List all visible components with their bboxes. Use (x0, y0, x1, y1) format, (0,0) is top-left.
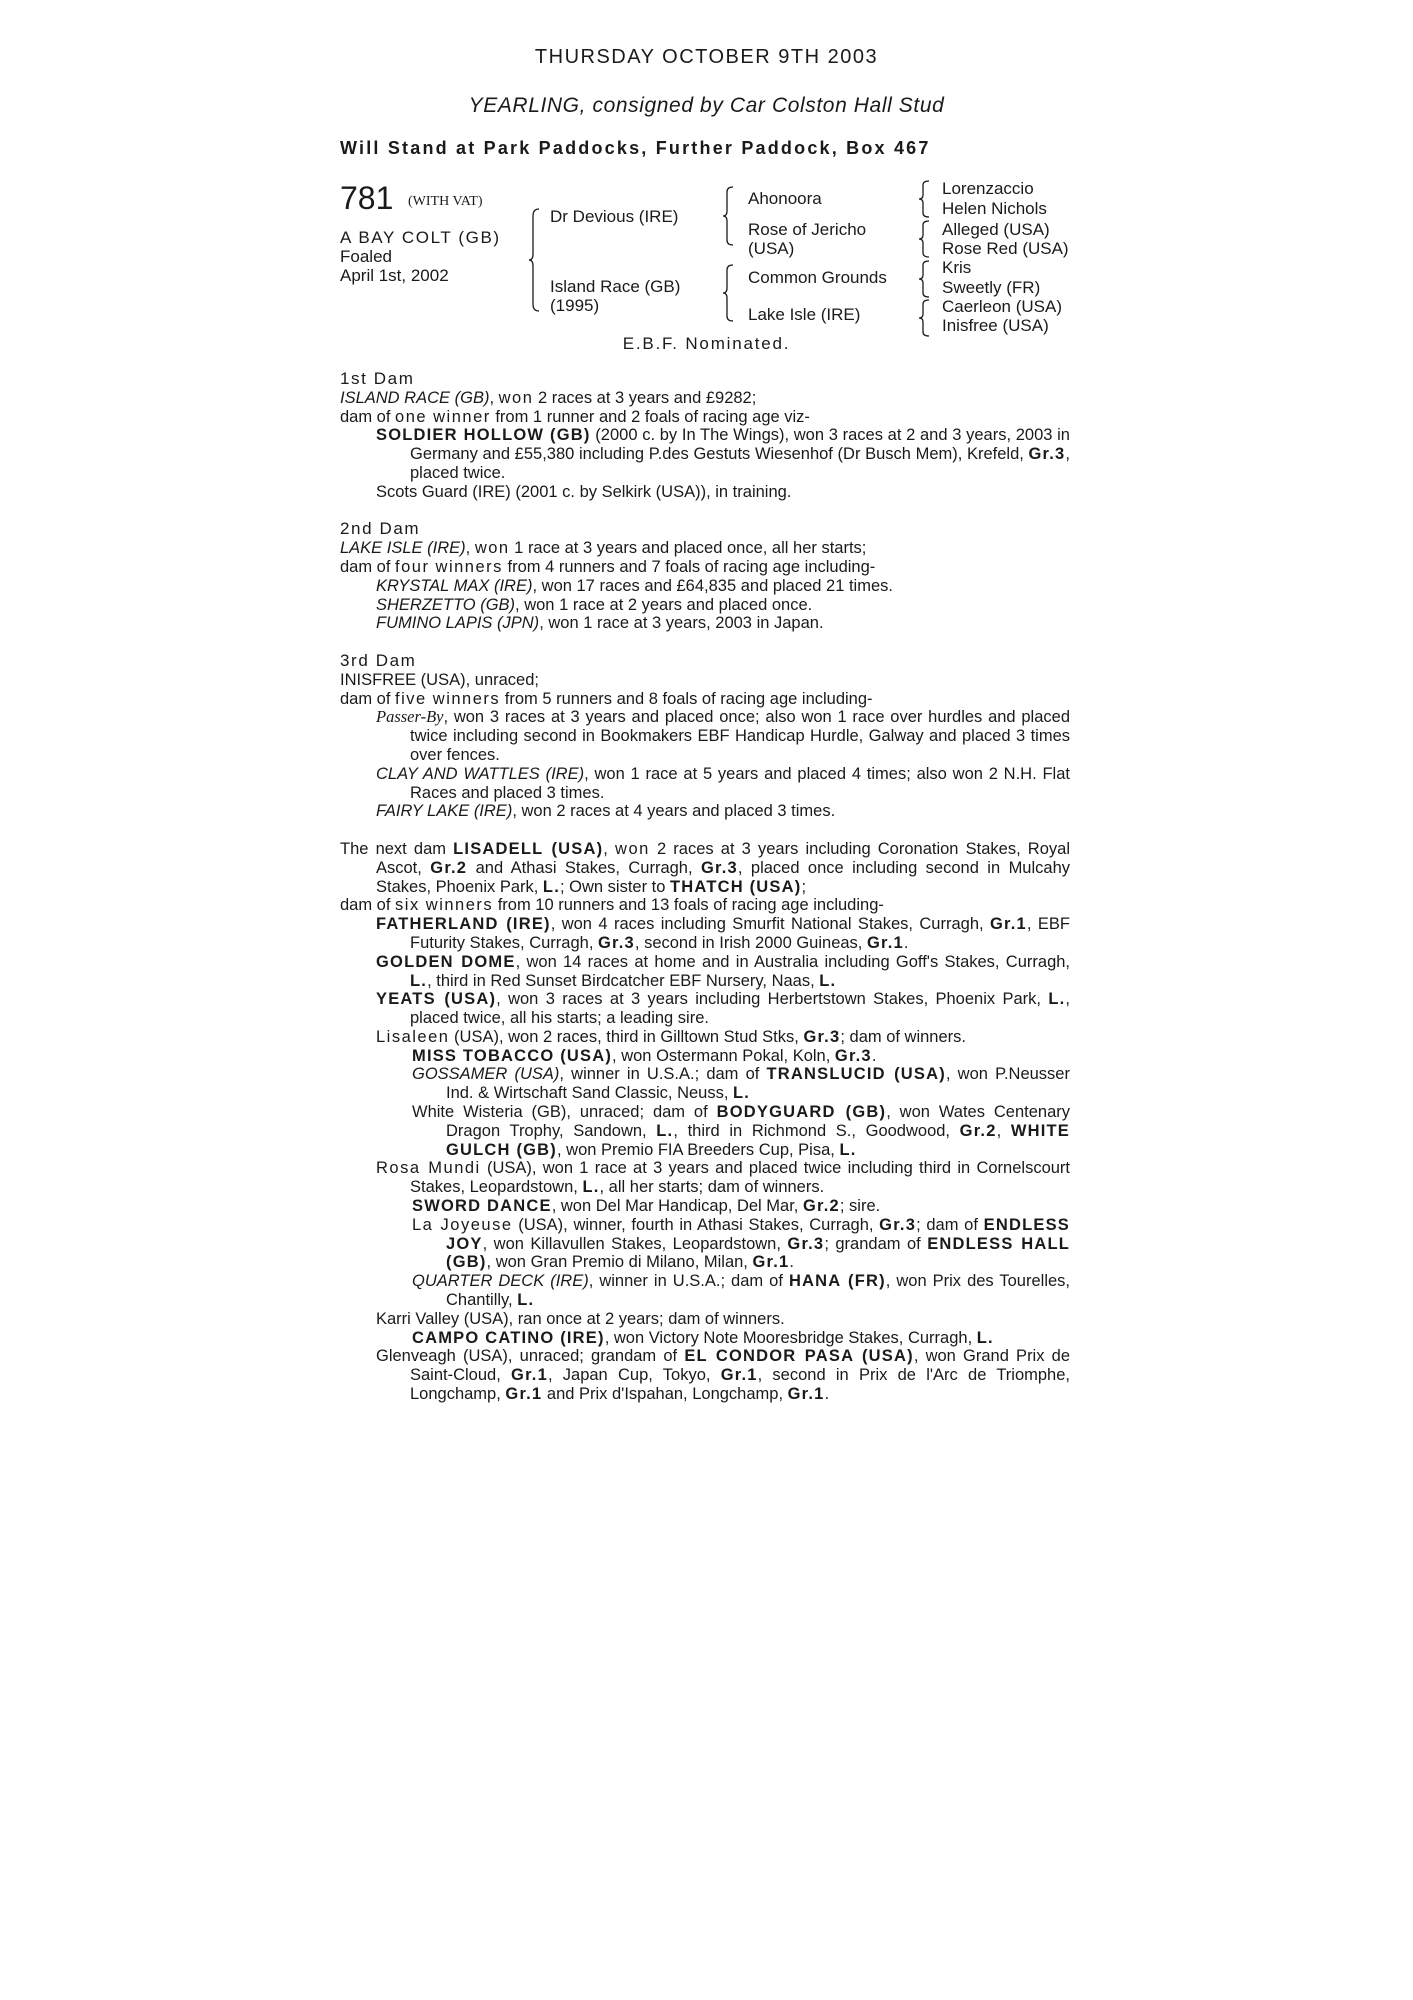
progeny-entry: SHERZETTO (GB), won 1 race at 2 years and placed once. (376, 595, 813, 614)
progeny-entry: CAMPO CATINO (IRE), won Victory Note Mooresbridge Stakes, Curragh, L. (412, 1328, 994, 1347)
pedigree-ddd: Inisfree (USA) (942, 316, 1049, 335)
progeny-entry: GOSSAMER (USA), winner in U.S.A.; dam of TRANSLUCID (USA), won P.Neusser Ind. & Wirtschaft Sand Classic, Neuss, L. (412, 1065, 1070, 1103)
produce-record (340, 370, 1070, 1404)
progeny-entry: KRYSTAL MAX (IRE), won 17 races and £64,835 and placed 21 times. (376, 576, 893, 595)
progeny-entry: White Wisteria (GB), unraced; dam of BODYGUARD (GB), won Wates Centenary Dragon Trophy, Sandown, L., third in Richmond S., Goodwood, Gr.2, WHITE GULCH (GB), won Premio FIA Breeders Cup, Pisa, L. (412, 1103, 1070, 1159)
lot-description: A BAY COLT (GB) (340, 228, 501, 247)
progeny-entry: YEATS (USA), won 3 races at 3 years including Herbertstown Stakes, Phoenix Park, L., placed twice, all his starts; a leading sire. (376, 990, 1070, 1028)
progeny-entry: FATHERLAND (IRE), won 4 races including Smurfit National Stakes, Curragh, Gr.1, EBF Futurity Stakes, Curragh, Gr.3, second in Irish 2000 Guineas, Gr.1. (376, 915, 1070, 952)
progeny-entry: CLAY AND WATTLES (IRE), won 1 race at 5 years and placed 4 times; also won 2 N.H. Flat Races and placed 3 times. (376, 764, 1070, 802)
pedigree-brace-dd (918, 299, 930, 337)
second-dam-heading: 2nd Dam (340, 519, 421, 539)
next-dam-produce: dam of six winners from 10 runners and 13 foals of racing age including- (340, 896, 884, 915)
pedigree-sire-dam-line1: Rose of Jericho (748, 220, 867, 239)
pedigree-sire: Dr Devious (IRE) (550, 207, 679, 226)
progeny-entry: Rosa Mundi (USA), won 1 race at 3 years and placed twice including third in Cornelscourt Stakes, Leopardstown, L., all her starts; dam of winners. (376, 1159, 1070, 1197)
progeny-entry: La Joyeuse (USA), winner, fourth in Athasi Stakes, Curragh, Gr.3; dam of ENDLESS JOY, won Killavullen Stakes, Leopardstown, Gr.3; grandam of ENDLESS HALL (GB), won Gran Premio di Milano, Milan, Gr.1. (412, 1215, 1070, 1272)
pedigree-sdd: Rose Red (USA) (942, 239, 1069, 258)
progeny-entry: SWORD DANCE, won Del Mar Handicap, Del Mar, Gr.2; sire. (412, 1197, 881, 1216)
consignor-line: YEARLING, consigned by Car Colston Hall Stud (468, 94, 945, 117)
first-dam-produce: dam of one winner from 1 runner and 2 foals of racing age viz- (340, 407, 810, 426)
first-dam-line: ISLAND RACE (GB), won 2 races at 3 years and £9282; (340, 388, 757, 407)
pedigree-brace-ds (918, 260, 930, 298)
pedigree-dam-dam: Lake Isle (IRE) (748, 305, 861, 324)
progeny-entry: QUARTER DECK (IRE), winner in U.S.A.; dam of HANA (FR), won Prix des Tourelles, Chantilly, L. (412, 1272, 1070, 1310)
pedigree-dsd: Sweetly (FR) (942, 278, 1041, 297)
foaled-label: Foaled (340, 247, 392, 266)
third-dam-produce: dam of five winners from 5 runners and 8 foals of racing age including- (340, 689, 873, 708)
pedigree-dam-line2: (1995) (550, 296, 600, 315)
pedigree-ssd: Helen Nichols (942, 199, 1047, 218)
progeny-entry: Scots Guard (IRE) (2001 c. by Selkirk (USA)), in training. (376, 482, 792, 501)
pedigree-brace-ss (918, 180, 930, 218)
lot-number: 781 (340, 180, 394, 216)
pedigree-dam-sire: Common Grounds (748, 268, 887, 287)
foaled-date: April 1st, 2002 (340, 266, 449, 285)
second-dam-produce: dam of four winners from 4 runners and 7 foals of racing age including- (340, 557, 876, 576)
pedigree-brace-sire (722, 186, 734, 246)
pedigree-sss: Lorenzaccio (942, 179, 1034, 198)
progeny-entry: Karri Valley (USA), ran once at 2 years; dam of winners. (376, 1309, 785, 1328)
pedigree-sire-sire: Ahonoora (748, 189, 822, 208)
pedigree-sds: Alleged (USA) (942, 220, 1050, 239)
pedigree-brace-main (528, 208, 540, 312)
pedigree-brace-sd (918, 220, 930, 258)
progeny-entry: MISS TOBACCO (USA), won Ostermann Pokal, Koln, Gr.3. (412, 1046, 877, 1065)
progeny-entry: FAIRY LAKE (IRE), won 2 races at 4 years and placed 3 times. (376, 802, 836, 821)
first-dam-heading: 1st Dam (340, 369, 415, 388)
progeny-entry: FUMINO LAPIS (JPN), won 1 race at 3 years, 2003 in Japan. (376, 614, 824, 633)
progeny-entry: Lisaleen (USA), won 2 races, third in Gilltown Stud Stks, Gr.3; dam of winners. (376, 1027, 966, 1046)
pedigree-dds: Caerleon (USA) (942, 297, 1062, 316)
second-dam-line: LAKE ISLE (IRE), won 1 race at 3 years and placed once, all her starts; (340, 539, 867, 558)
stand-location: Will Stand at Park Paddocks, Further Paddock, Box 467 (340, 138, 931, 158)
progeny-entry: Glenveagh (USA), unraced; grandam of EL CONDOR PASA (USA), won Grand Prix de Saint-Cloud, Gr.1, Japan Cup, Tokyo, Gr.1, second in Prix de l'Arc de Triomphe, Longchamp, Gr.1 and Prix d'Ispahan, Longchamp, Gr.1. (376, 1347, 1071, 1404)
sale-date: THURSDAY OCTOBER 9TH 2003 (534, 46, 879, 68)
pedigree-sire-dam-line2: (USA) (748, 239, 795, 258)
progeny-entry: GOLDEN DOME, won 14 races at home and in Australia including Goff's Stakes, Curragh, L., third in Red Sunset Birdcatcher EBF Nursery, Naas, L. (376, 952, 1071, 990)
third-dam-heading: 3rd Dam (340, 650, 417, 670)
pedigree-dss: Kris (942, 258, 972, 277)
pedigree-dam-line1: Island Race (GB) (550, 277, 681, 296)
progeny-entry: SOLDIER HOLLOW (GB) (2000 c. by In The Wings), won 3 races at 2 and 3 years, 2003 in Germany and £55,380 including P.des Gestuts Wiesenhof (Dr Busch Mem), Krefeld, Gr.3, placed twice. (376, 426, 1070, 482)
pedigree-brace-dam (722, 264, 734, 322)
progeny-entry: Passer-By, won 3 races at 3 years and placed once; also won 1 race over hurdles and placed twice including second in Bookmakers EBF Handicap Hurdle, Galway and placed 3 times over fences. (376, 707, 1070, 764)
next-dam-line: The next dam LISADELL (USA), won 2 races at 3 years including Coronation Stakes, Royal Ascot, Gr.2 and Athasi Stakes, Curragh, Gr.3, placed once including second in Mulcahy Stakes, Phoenix Park, L.; Own sister to THATCH (USA); (340, 839, 1071, 896)
third-dam-line: INISFREE (USA), unraced; (340, 670, 539, 689)
vat-note: (WITH VAT) (408, 194, 483, 209)
ebf-nominated: E.B.F. Nominated. (622, 334, 791, 353)
